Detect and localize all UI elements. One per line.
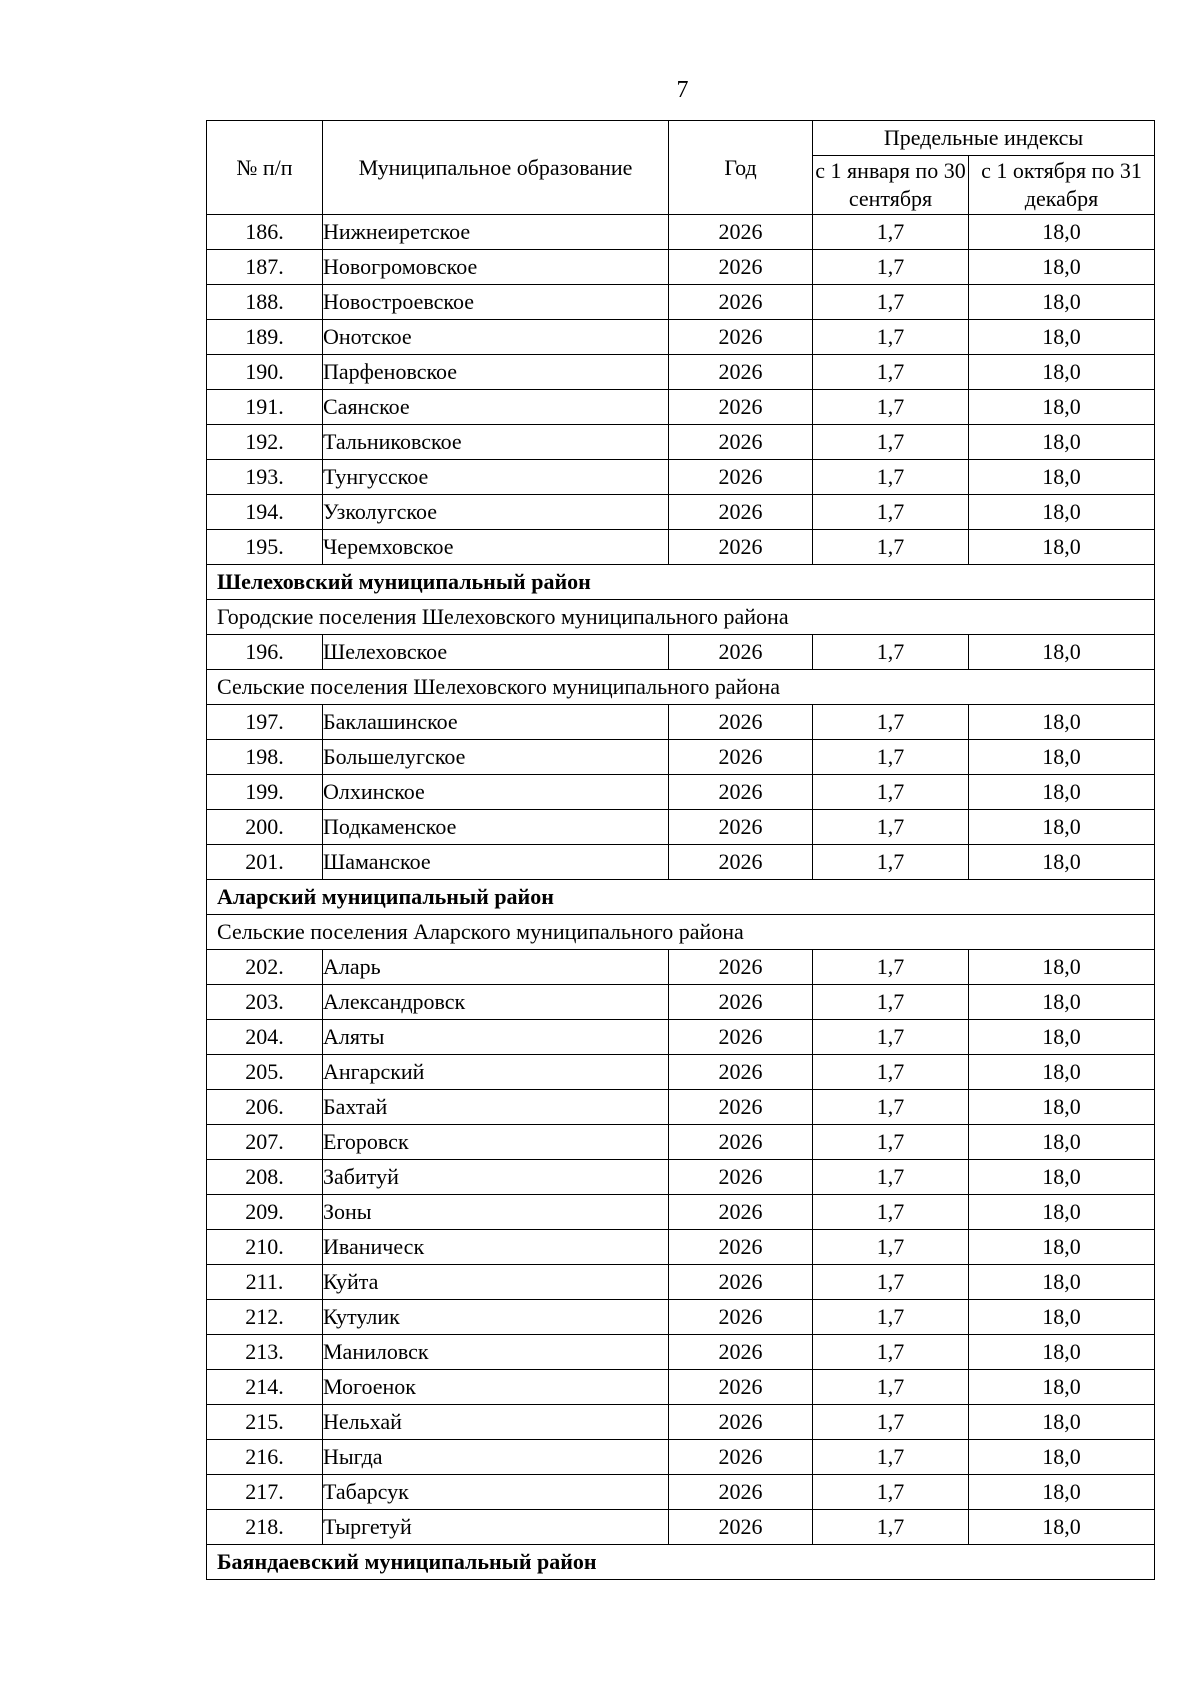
municipality-name: Тыргетуй xyxy=(323,1510,669,1545)
row-number: 207. xyxy=(207,1125,323,1160)
municipality-name: Аляты xyxy=(323,1020,669,1055)
index-oct-dec: 18,0 xyxy=(969,1510,1155,1545)
index-jan-sep: 1,7 xyxy=(813,1230,969,1265)
index-jan-sep: 1,7 xyxy=(813,425,969,460)
index-oct-dec: 18,0 xyxy=(969,635,1155,670)
municipality-name: Баклашинское xyxy=(323,705,669,740)
index-oct-dec: 18,0 xyxy=(969,1475,1155,1510)
row-number: 217. xyxy=(207,1475,323,1510)
index-jan-sep: 1,7 xyxy=(813,530,969,565)
municipality-name: Шелеховское xyxy=(323,635,669,670)
table-row xyxy=(207,1055,1155,1090)
index-jan-sep: 1,7 xyxy=(813,810,969,845)
year-cell: 2026 xyxy=(669,1370,813,1405)
index-jan-sep: 1,7 xyxy=(813,740,969,775)
index-oct-dec: 18,0 xyxy=(969,810,1155,845)
index-jan-sep: 1,7 xyxy=(813,635,969,670)
district-heading: Аларский муниципальный район xyxy=(207,880,1155,915)
settlement-group-row xyxy=(207,915,1155,950)
year-cell: 2026 xyxy=(669,355,813,390)
index-oct-dec: 18,0 xyxy=(969,1125,1155,1160)
year-cell: 2026 xyxy=(669,1440,813,1475)
row-number: 187. xyxy=(207,250,323,285)
settlement-group-row xyxy=(207,600,1155,635)
row-number: 198. xyxy=(207,740,323,775)
year-cell: 2026 xyxy=(669,320,813,355)
year-cell: 2026 xyxy=(669,1230,813,1265)
municipality-name: Большелугское xyxy=(323,740,669,775)
row-number: 196. xyxy=(207,635,323,670)
table-row xyxy=(207,355,1155,390)
index-oct-dec: 18,0 xyxy=(969,1020,1155,1055)
settlement-group-row xyxy=(207,670,1155,705)
row-number: 208. xyxy=(207,1160,323,1195)
index-jan-sep: 1,7 xyxy=(813,250,969,285)
municipality-name: Нижнеиретское xyxy=(323,215,669,250)
table-row xyxy=(207,495,1155,530)
municipality-name: Тальниковское xyxy=(323,425,669,460)
municipality-name: Нельхай xyxy=(323,1405,669,1440)
index-oct-dec: 18,0 xyxy=(969,1090,1155,1125)
table-row xyxy=(207,1160,1155,1195)
district-heading: Баяндаевский муниципальный район xyxy=(207,1545,1155,1580)
row-number: 216. xyxy=(207,1440,323,1475)
municipality-name: Ныгда xyxy=(323,1440,669,1475)
table-row xyxy=(207,1020,1155,1055)
row-number: 201. xyxy=(207,845,323,880)
row-number: 213. xyxy=(207,1335,323,1370)
year-cell: 2026 xyxy=(669,985,813,1020)
year-cell: 2026 xyxy=(669,285,813,320)
settlement-group-heading: Сельские поселения Аларского муниципального района xyxy=(207,915,1155,950)
table-row xyxy=(207,1265,1155,1300)
table-row xyxy=(207,1440,1155,1475)
row-number: 209. xyxy=(207,1195,323,1230)
index-jan-sep: 1,7 xyxy=(813,1405,969,1440)
year-cell: 2026 xyxy=(669,810,813,845)
header-period-1: с 1 января по 30 сентября xyxy=(813,156,969,215)
index-oct-dec: 18,0 xyxy=(969,1230,1155,1265)
index-oct-dec: 18,0 xyxy=(969,285,1155,320)
index-oct-dec: 18,0 xyxy=(969,740,1155,775)
municipality-name: Зоны xyxy=(323,1195,669,1230)
year-cell: 2026 xyxy=(669,1055,813,1090)
index-jan-sep: 1,7 xyxy=(813,985,969,1020)
index-jan-sep: 1,7 xyxy=(813,320,969,355)
year-cell: 2026 xyxy=(669,1265,813,1300)
district-heading-row xyxy=(207,1545,1155,1580)
index-oct-dec: 18,0 xyxy=(969,1160,1155,1195)
row-number: 203. xyxy=(207,985,323,1020)
index-oct-dec: 18,0 xyxy=(969,985,1155,1020)
index-oct-dec: 18,0 xyxy=(969,215,1155,250)
index-jan-sep: 1,7 xyxy=(813,1335,969,1370)
table-row xyxy=(207,1475,1155,1510)
limit-indexes-table xyxy=(206,120,1155,1580)
table-row xyxy=(207,425,1155,460)
index-oct-dec: 18,0 xyxy=(969,320,1155,355)
index-oct-dec: 18,0 xyxy=(969,530,1155,565)
index-jan-sep: 1,7 xyxy=(813,1160,969,1195)
index-jan-sep: 1,7 xyxy=(813,1370,969,1405)
municipality-name: Ангарский xyxy=(323,1055,669,1090)
municipality-name: Тунгусское xyxy=(323,460,669,495)
year-cell: 2026 xyxy=(669,425,813,460)
table-body xyxy=(207,215,1155,1580)
year-cell: 2026 xyxy=(669,1475,813,1510)
index-jan-sep: 1,7 xyxy=(813,215,969,250)
index-jan-sep: 1,7 xyxy=(813,1195,969,1230)
row-number: 186. xyxy=(207,215,323,250)
table-row xyxy=(207,320,1155,355)
page-number: 7 xyxy=(676,77,689,103)
index-oct-dec: 18,0 xyxy=(969,425,1155,460)
index-oct-dec: 18,0 xyxy=(969,1055,1155,1090)
municipality-name: Черемховское xyxy=(323,530,669,565)
row-number: 197. xyxy=(207,705,323,740)
municipality-name: Табарсук xyxy=(323,1475,669,1510)
table-row xyxy=(207,1195,1155,1230)
index-jan-sep: 1,7 xyxy=(813,1440,969,1475)
district-heading: Шелеховский муниципальный район xyxy=(207,565,1155,600)
row-number: 204. xyxy=(207,1020,323,1055)
district-heading-row xyxy=(207,565,1155,600)
year-cell: 2026 xyxy=(669,1300,813,1335)
municipality-name: Могоенок xyxy=(323,1370,669,1405)
year-cell: 2026 xyxy=(669,250,813,285)
year-cell: 2026 xyxy=(669,1125,813,1160)
index-oct-dec: 18,0 xyxy=(969,1300,1155,1335)
table-row xyxy=(207,1370,1155,1405)
row-number: 193. xyxy=(207,460,323,495)
table-row xyxy=(207,740,1155,775)
index-oct-dec: 18,0 xyxy=(969,1265,1155,1300)
year-cell: 2026 xyxy=(669,390,813,425)
index-jan-sep: 1,7 xyxy=(813,950,969,985)
index-jan-sep: 1,7 xyxy=(813,355,969,390)
row-number: 210. xyxy=(207,1230,323,1265)
municipality-name: Олхинское xyxy=(323,775,669,810)
index-jan-sep: 1,7 xyxy=(813,1125,969,1160)
row-number: 218. xyxy=(207,1510,323,1545)
table-row xyxy=(207,1090,1155,1125)
table-row xyxy=(207,705,1155,740)
table-row xyxy=(207,775,1155,810)
table-row xyxy=(207,215,1155,250)
index-oct-dec: 18,0 xyxy=(969,1405,1155,1440)
municipality-name: Маниловск xyxy=(323,1335,669,1370)
index-oct-dec: 18,0 xyxy=(969,950,1155,985)
year-cell: 2026 xyxy=(669,950,813,985)
year-cell: 2026 xyxy=(669,1405,813,1440)
municipality-name: Бахтай xyxy=(323,1090,669,1125)
row-number: 214. xyxy=(207,1370,323,1405)
municipality-name: Новогромовское xyxy=(323,250,669,285)
municipality-name: Аларь xyxy=(323,950,669,985)
index-oct-dec: 18,0 xyxy=(969,775,1155,810)
municipality-name: Онотское xyxy=(323,320,669,355)
municipality-name: Иваническ xyxy=(323,1230,669,1265)
table-row xyxy=(207,1300,1155,1335)
index-jan-sep: 1,7 xyxy=(813,705,969,740)
municipality-name: Кутулик xyxy=(323,1300,669,1335)
year-cell: 2026 xyxy=(669,705,813,740)
row-number: 200. xyxy=(207,810,323,845)
municipality-name: Забитуй xyxy=(323,1160,669,1195)
index-jan-sep: 1,7 xyxy=(813,390,969,425)
municipality-name: Егоровск xyxy=(323,1125,669,1160)
row-number: 192. xyxy=(207,425,323,460)
header-year: Год xyxy=(669,121,813,215)
settlement-group-heading: Сельские поселения Шелеховского муниципального района xyxy=(207,670,1155,705)
year-cell: 2026 xyxy=(669,1020,813,1055)
index-jan-sep: 1,7 xyxy=(813,845,969,880)
year-cell: 2026 xyxy=(669,845,813,880)
municipality-name: Шаманское xyxy=(323,845,669,880)
table-row xyxy=(207,810,1155,845)
row-number: 205. xyxy=(207,1055,323,1090)
index-jan-sep: 1,7 xyxy=(813,1020,969,1055)
index-jan-sep: 1,7 xyxy=(813,1055,969,1090)
index-jan-sep: 1,7 xyxy=(813,1475,969,1510)
municipality-name: Новостроевское xyxy=(323,285,669,320)
table-row xyxy=(207,950,1155,985)
year-cell: 2026 xyxy=(669,215,813,250)
municipality-name: Подкаменское xyxy=(323,810,669,845)
index-oct-dec: 18,0 xyxy=(969,1370,1155,1405)
row-number: 191. xyxy=(207,390,323,425)
municipality-name: Александровск xyxy=(323,985,669,1020)
table-row xyxy=(207,285,1155,320)
header-period-2: с 1 октября по 31 декабря xyxy=(969,156,1155,215)
header-row xyxy=(207,121,1155,156)
index-jan-sep: 1,7 xyxy=(813,1510,969,1545)
row-number: 195. xyxy=(207,530,323,565)
table-row xyxy=(207,460,1155,495)
settlement-group-heading: Городские поселения Шелеховского муниципального района xyxy=(207,600,1155,635)
year-cell: 2026 xyxy=(669,495,813,530)
table-row xyxy=(207,635,1155,670)
index-oct-dec: 18,0 xyxy=(969,355,1155,390)
year-cell: 2026 xyxy=(669,460,813,495)
header-municipality: Муниципальное образование xyxy=(323,121,669,215)
row-number: 194. xyxy=(207,495,323,530)
index-oct-dec: 18,0 xyxy=(969,250,1155,285)
index-oct-dec: 18,0 xyxy=(969,1195,1155,1230)
table-row xyxy=(207,1125,1155,1160)
index-jan-sep: 1,7 xyxy=(813,1300,969,1335)
index-jan-sep: 1,7 xyxy=(813,1265,969,1300)
row-number: 215. xyxy=(207,1405,323,1440)
district-heading-row xyxy=(207,880,1155,915)
table-row xyxy=(207,530,1155,565)
row-number: 202. xyxy=(207,950,323,985)
table-row xyxy=(207,1335,1155,1370)
index-jan-sep: 1,7 xyxy=(813,775,969,810)
table-row xyxy=(207,250,1155,285)
index-jan-sep: 1,7 xyxy=(813,285,969,320)
index-jan-sep: 1,7 xyxy=(813,460,969,495)
index-oct-dec: 18,0 xyxy=(969,460,1155,495)
municipality-name: Саянское xyxy=(323,390,669,425)
year-cell: 2026 xyxy=(669,1510,813,1545)
municipality-name: Куйта xyxy=(323,1265,669,1300)
municipality-name: Парфеновское xyxy=(323,355,669,390)
table-row xyxy=(207,1510,1155,1545)
year-cell: 2026 xyxy=(669,1160,813,1195)
year-cell: 2026 xyxy=(669,530,813,565)
table-row xyxy=(207,1405,1155,1440)
header-num: № п/п xyxy=(207,121,323,215)
year-cell: 2026 xyxy=(669,1195,813,1230)
year-cell: 2026 xyxy=(669,1090,813,1125)
row-number: 211. xyxy=(207,1265,323,1300)
row-number: 206. xyxy=(207,1090,323,1125)
table-row xyxy=(207,845,1155,880)
row-number: 199. xyxy=(207,775,323,810)
table-row xyxy=(207,390,1155,425)
index-oct-dec: 18,0 xyxy=(969,495,1155,530)
index-oct-dec: 18,0 xyxy=(969,845,1155,880)
row-number: 190. xyxy=(207,355,323,390)
year-cell: 2026 xyxy=(669,635,813,670)
municipality-name: Узколугское xyxy=(323,495,669,530)
index-oct-dec: 18,0 xyxy=(969,705,1155,740)
year-cell: 2026 xyxy=(669,740,813,775)
table-row xyxy=(207,985,1155,1020)
row-number: 212. xyxy=(207,1300,323,1335)
header-limit-indexes: Предельные индексы xyxy=(813,121,1155,156)
index-jan-sep: 1,7 xyxy=(813,495,969,530)
row-number: 189. xyxy=(207,320,323,355)
year-cell: 2026 xyxy=(669,775,813,810)
year-cell: 2026 xyxy=(669,1335,813,1370)
table-row xyxy=(207,1230,1155,1265)
row-number: 188. xyxy=(207,285,323,320)
index-oct-dec: 18,0 xyxy=(969,1335,1155,1370)
index-jan-sep: 1,7 xyxy=(813,1090,969,1125)
index-oct-dec: 18,0 xyxy=(969,390,1155,425)
index-oct-dec: 18,0 xyxy=(969,1440,1155,1475)
